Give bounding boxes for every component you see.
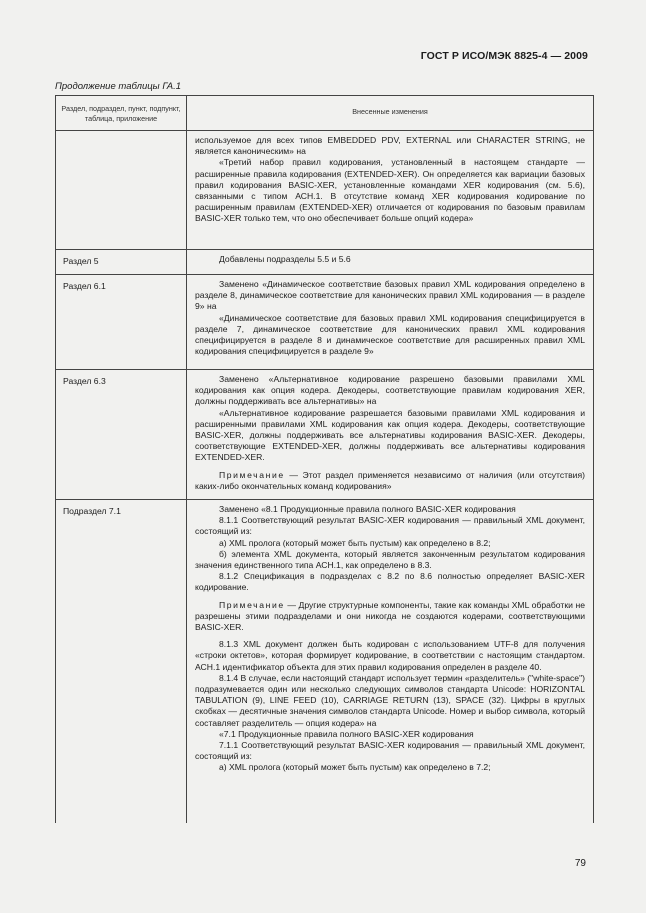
row-section: Раздел 6.3	[56, 370, 187, 499]
row-section: Раздел 6.1	[56, 275, 187, 369]
row-changes	[187, 500, 593, 823]
row-changes	[187, 250, 593, 274]
change-paragraph: Заменено «Динамическое соответствие базовых правил XML кодирования определено в разделе 8, динамическое соответствие для канонических правил XML кодирования — в разделе 9» на	[195, 279, 585, 312]
table-row	[56, 250, 593, 275]
row-section: Раздел 5	[56, 250, 187, 274]
row-changes	[187, 275, 593, 369]
column-header-section: Раздел, подраздел, пункт, подпункт, таблица, приложение	[56, 96, 187, 130]
document-header: ГОСТ Р ИСО/МЭК 8825-4 — 2009	[420, 50, 588, 62]
change-paragraph: используемое для всех типов EMBEDDED PDV, EXTERNAL или CHARACTER STRING, не является каноническим» на	[195, 135, 585, 157]
table-row	[56, 500, 593, 823]
note-label: Примечание	[219, 469, 285, 480]
change-paragraph: Заменено «Альтернативное кодирование разрешено базовыми правилами XML кодирования как опция кодера. Декодеры, соответствующие правилам кодирования XER, должны поддерживать все альтернативы» на	[195, 374, 585, 407]
changes-table	[55, 95, 594, 823]
change-paragraph: a) XML пролога (который может быть пустым) как определено в 8.2;	[219, 537, 491, 548]
change-paragraph: 8.1.3 XML документ должен быть кодирован с использованием UTF-8 для получения «строки октетов», которая формирует кодирование, в соответствии с настоящим стандартом. АСН.1 идентификатор объекта для этих правил кодирования определен в разделе 40.	[195, 639, 585, 672]
change-paragraph: Добавлены подразделы 5.5 и 5.6	[219, 254, 351, 264]
row-changes	[187, 131, 593, 249]
note-paragraph	[195, 600, 585, 634]
change-paragraph: «Альтернативное кодирование разрешается базовыми правилами XML кодирования и расширенными правилами XML кодирования как опция кодера. Декодеры, соответствующие BASIC-XER, должны поддерживать все альтернативы кодирования BASIC-XER. Декодеры, соответствующие EXTENDED-XER, должны поддерживать все альтернативы кодирования EXTENDED-XER.	[195, 407, 585, 463]
column-header-changes: Внесенные изменения	[352, 107, 428, 117]
change-paragraph: «7.1 Продукционные правила полного BASIC-XER кодирования	[219, 728, 474, 739]
row-section: Подраздел 7.1	[56, 500, 187, 823]
change-paragraph: «Динамическое соответствие для базовых правил XML кодирования специфицируется в разделе 7, динамическое соответствие для канонических правил XML кодирования специфицируется в разделе 8 и динамическое соответствие для расширенных правил XML кодирования специфицируется в разделе 9»	[195, 312, 585, 357]
table-caption: Продолжение таблицы ГА.1	[55, 81, 182, 92]
page-number: 79	[574, 858, 586, 869]
change-paragraph: 7.1.1 Соответствующий результат BASIC-XER кодирования — правильный XML документ, состоящий из:	[195, 740, 585, 762]
table-row	[56, 370, 593, 500]
change-paragraph: 8.1.4 В случае, если настоящий стандарт использует термин «разделитель» ("white-space") подразумевается один или несколько следующих символов стандарта Unicode: HORIZONTAL TABULATION (9), LINE FEED (10), CARRIAGE RETURN (13), SPACE (32). Цифры в круглых скобках — десятичные значения символов стандарта Unicode. Номер и выбор символа, который составляет разделитель — опция кодера» на	[195, 672, 585, 728]
change-paragraph: a) XML пролога (который может быть пустым) как определено в 7.2;	[219, 762, 491, 773]
note-text: — Другие структурные компоненты, такие как команды XML обработки не разрешены этими подразделами и они никогда не создаются кодерами, соответствующими BASIC-XER.	[195, 599, 585, 633]
change-paragraph: «Третий набор правил кодирования, установленный в настоящем стандарте — расширенные правила кодирования (EXTENDED-XER). Он определяется как вариации базовых правил кодирования BASIC-XER, установленные командами XER кодирования (см. 5.6), связанными с типом АСН.1. В отсутствие команд XER кодирования кодирование по расширенным правилам (EXTENDED-XER) отличается от кодирования по базовым правилам BASIC-XER только тем, что оно обеспечивает больше опций кодера»	[195, 157, 585, 224]
table-row	[56, 131, 593, 250]
change-paragraph: 8.1.1 Соответствующий результат BASIC-XER кодирования — правильный XML документ, состоящий из:	[195, 515, 585, 537]
table-row	[56, 275, 593, 370]
change-paragraph: 8.1.2 Спецификация в подразделах с 8.2 по 8.6 полностью определяет BASIC-XER кодирование.	[195, 571, 585, 593]
row-changes	[187, 370, 593, 499]
change-paragraph: Заменено «8.1 Продукционные правила полного BASIC-XER кодирования	[219, 504, 516, 514]
note-paragraph	[195, 470, 585, 492]
note-label: Примечание	[219, 599, 285, 610]
note-text: — Этот раздел применяется независимо от наличия (или отсутствия) каких-либо окончательных команд кодирования»	[195, 469, 585, 491]
row-section	[56, 131, 187, 249]
table-header-row	[56, 96, 593, 131]
change-paragraph: б) элемента XML документа, который является законченным результатом кодирования значения единственного типа АСН.1, как определено в 8.3.	[195, 548, 585, 571]
